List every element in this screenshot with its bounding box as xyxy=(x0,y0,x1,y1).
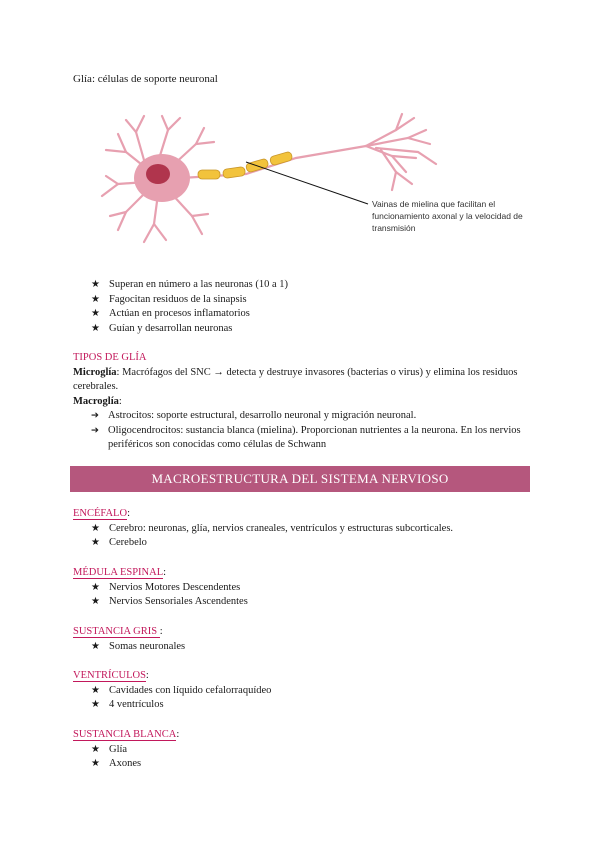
list-item: ★ Glía xyxy=(91,743,528,758)
intro-title: Glía: células de soporte neuronal xyxy=(73,73,218,85)
list-item: ★ Guían y desarrollan neuronas xyxy=(91,322,531,337)
section-heading: ENCÉFALO: xyxy=(73,508,130,519)
microglia-text: : Macrófagos del SNC → detecta y destruye invasores (bacterias o virus) y elimina los residuos cerebrales. xyxy=(73,366,518,392)
glia-facts-list xyxy=(91,278,531,336)
list-item: ➔ Astrocitos: soporte estructural, desarrollo neuronal y migración neuronal. xyxy=(91,409,528,424)
list-item: ★ Cavidades con líquido cefalorraquídeo xyxy=(91,684,528,699)
list-item: ➔ Oligocendrocitos: sustancia blanca (mielina). Proporcionan nutrientes a la neurona. En los nervios periféricos son conocidas como células de Schwann xyxy=(91,424,528,453)
section-sustancia-blanca xyxy=(73,728,528,772)
list-item: ★ Fagocitan residuos de la sinapsis xyxy=(91,293,531,308)
macroglia-suffix: : xyxy=(118,395,122,407)
list-item: ★ Nervios Sensoriales Ascendentes xyxy=(91,595,528,610)
list-item: ★ Cerebro: neuronas, glía, nervios craneales, ventrículos y estructuras subcorticales. xyxy=(91,522,528,537)
section-heading: SUSTANCIA BLANCA: xyxy=(73,729,180,740)
list-item: ★ 4 ventrículos xyxy=(91,698,528,713)
section-heading: VENTRÍCULOS: xyxy=(73,670,149,681)
section-ventriculos xyxy=(73,669,528,713)
section-sustancia-gris xyxy=(73,625,528,654)
list-item: ★ Actúan en procesos inflamatorios xyxy=(91,307,531,322)
glia-types-section xyxy=(73,351,528,453)
section-medula xyxy=(73,566,528,610)
microglia-label: Microglía xyxy=(73,366,117,378)
section-encefalo xyxy=(73,507,528,551)
section-heading: SUSTANCIA GRIS : xyxy=(73,626,163,637)
list-item: ★ Nervios Motores Descendentes xyxy=(91,581,528,596)
list-item: ★ Cerebelo xyxy=(91,536,528,551)
macroglia-label: Macroglía xyxy=(73,395,119,407)
figure-caption: Vainas de mielina que facilitan el funcionamiento axonal y la velocidad de transmisión xyxy=(372,199,523,233)
microglia-paragraph xyxy=(73,366,528,395)
list-item: ★ Superan en número a las neuronas (10 a 1) xyxy=(91,278,531,293)
glia-types-heading: TIPOS DE GLÍA xyxy=(73,352,147,363)
section-heading: MÉDULA ESPINAL: xyxy=(73,567,167,578)
macroglia-list xyxy=(73,409,528,453)
section-banner: MACROESTRUCTURA DEL SISTEMA NERVIOSO xyxy=(70,466,530,492)
macroglia-paragraph xyxy=(73,395,528,410)
list-item: ★ Somas neuronales xyxy=(91,640,528,655)
list-item: ★ Axones xyxy=(91,757,528,772)
